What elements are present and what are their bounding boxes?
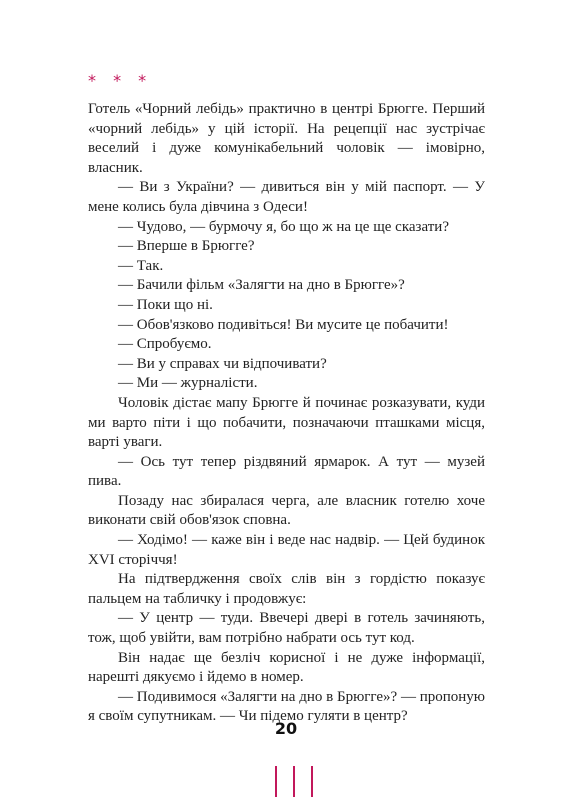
- paragraph: — Поки що ні.: [118, 296, 213, 313]
- paragraph: Він надає ще безліч корисної і не дуже інформації, нарешті дякуємо і йдемо в номер.: [88, 649, 485, 686]
- paragraph: Готель «Чорний лебідь» практично в центрі Брюгге. Перший «чорний лебідь» у цій історії. На рецепції нас зустрічає веселий і дуже комунікабельний чоловік — імовірно, власник.: [88, 101, 485, 176]
- binding-mark: [293, 766, 295, 797]
- paragraph: Чоловік дістає мапу Брюгге й починає розказувати, куди ми варто піти і що побачити, позначаючи пташками місця, варті уваги.: [88, 394, 485, 451]
- paragraph: — У центр — туди. Ввечері двері в готель зачиняють, тож, щоб увійти, вам потрібно набрати ось тут код.: [88, 610, 485, 647]
- paragraph: — Так.: [118, 257, 164, 274]
- body-text: [88, 100, 485, 727]
- paragraph: Позаду нас збиралася черга, але власник готелю хоче виконати свій обов'язок сповна.: [88, 492, 485, 529]
- paragraph: — Ви у справах чи відпочивати?: [118, 355, 327, 372]
- paragraph: — Вперше в Брюгге?: [118, 238, 255, 255]
- paragraph: На підтвердження своїх слів він з гордістю показує пальцем на табличку і продовжує:: [88, 571, 485, 607]
- section-break: * * *: [88, 71, 153, 90]
- binding-mark: [311, 766, 313, 797]
- binding-mark: [275, 766, 277, 797]
- paragraph: — Ходімо! — каже він і веде нас надвір. — Цей будинок XVI сторіччя!: [88, 532, 485, 568]
- paragraph: — Ви з України? — дивиться він у мій паспорт. — У мене колись була дівчина з Одеси!: [88, 179, 485, 215]
- binding-marks: [0, 766, 572, 797]
- paragraph: — Ми — журналісти.: [118, 375, 258, 392]
- paragraph: — Спробуємо.: [118, 336, 212, 353]
- page-number: 20: [274, 719, 298, 738]
- paragraph: — Бачили фільм «Залягти на дно в Брюгге»?: [118, 277, 405, 294]
- paragraph: — Ось тут тепер різдвяний ярмарок. А тут — музей пива.: [88, 453, 485, 490]
- paragraph: — Чудово, — бурмочу я, бо що ж на це ще сказати?: [118, 218, 449, 235]
- paragraph: — Подивимося «Залягти на дно в Брюгге»? — пропоную я своїм супутникам. — Чи підемо гуляти в центр?: [88, 688, 485, 725]
- paragraph: — Обов'язково подивіться! Ви мусите це побачити!: [118, 316, 449, 333]
